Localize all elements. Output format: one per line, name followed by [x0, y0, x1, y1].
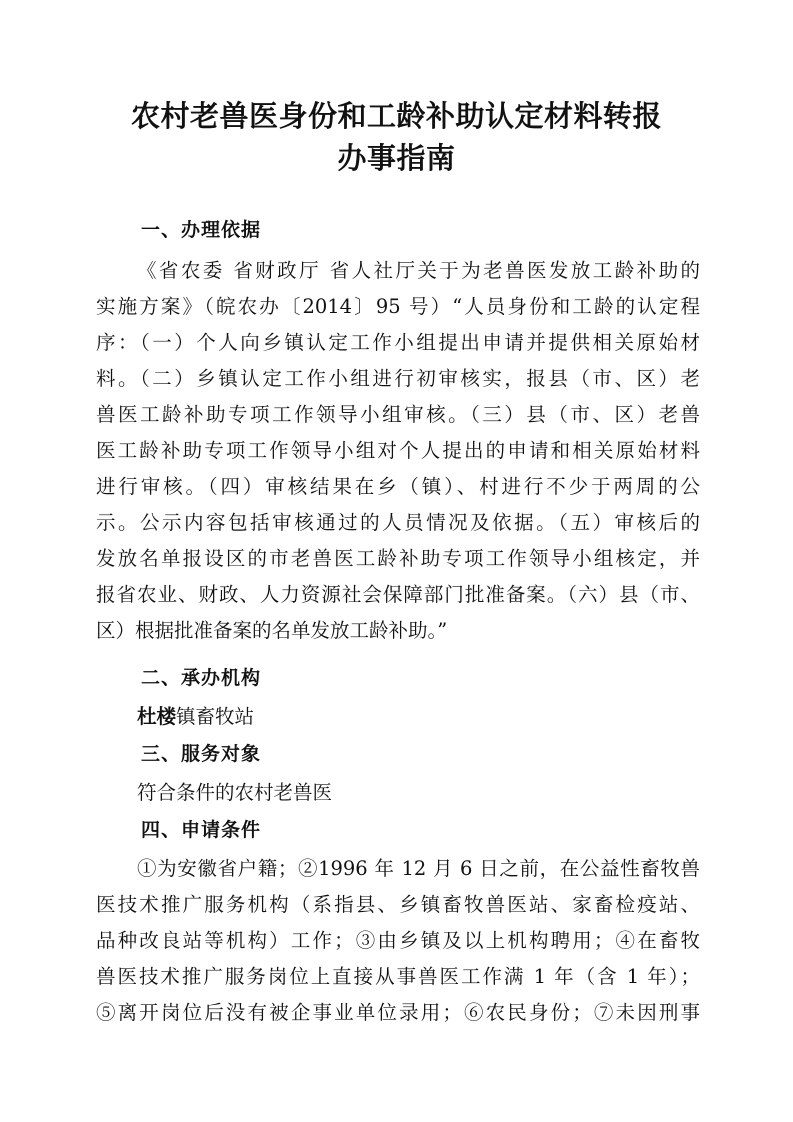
section-heading-conditions: 四、申请条件	[141, 819, 262, 841]
paragraph-line: 兽医工龄补助专项工作领导小组审核。（三）县（市、区）老兽	[96, 403, 700, 426]
paragraph-line: ⑤离开岗位后没有被企事业单位录用；⑥农民身份；⑦未因刑事	[96, 1001, 700, 1024]
paragraph-line: 料。（二）乡镇认定工作小组进行初审核实，报县（市、区）老	[96, 367, 700, 390]
paragraph-line: 进行审核。（四）审核结果在乡（镇）、村进行不少于两周的公	[96, 475, 700, 498]
paragraph-line: 发放名单报设区的市老兽医工龄补助专项工作领导小组核定，并	[96, 547, 700, 570]
section-heading-basis: 一、办理依据	[141, 219, 262, 241]
agency-name-suffix: 镇畜牧站	[176, 705, 255, 728]
paragraph-line: 区）根据批准备案的名单发放工龄补助。”	[96, 619, 448, 642]
paragraph-line: 《省农委 省财政厅 省人社厅关于为老兽医发放工龄补助的	[137, 259, 700, 282]
paragraph-line: 示。公示内容包括审核通过的人员情况及依据。（五）审核后的	[96, 511, 700, 534]
paragraph-line: ①为安徽省户籍；②1996 年 12 月 6 日之前，在公益性畜牧兽	[137, 857, 700, 880]
agency-line	[137, 704, 700, 730]
document-title-line-1: 农村老兽医身份和工龄补助认定材料转报	[130, 99, 662, 133]
target-line: 符合条件的农村老兽医	[137, 781, 333, 804]
agency-name-prefix: 杜楼	[137, 705, 177, 728]
paragraph-line: 序：（一）个人向乡镇认定工作小组提出申请并提供相关原始材	[96, 331, 700, 354]
paragraph-line: 兽医技术推广服务岗位上直接从事兽医工作满 1 年（含 1 年）；	[96, 965, 700, 988]
paragraph-line: 医工龄补助专项工作领导小组对个人提出的申请和相关原始材料	[96, 439, 700, 462]
paragraph-line: 报省农业、财政、人力资源社会保障部门批准备案。（六）县（市、	[96, 583, 700, 606]
section-heading-target: 三、服务对象	[141, 743, 262, 765]
paragraph-line: 实施方案》（皖农办〔2014〕95 号）“人员身份和工龄的认定程	[96, 295, 700, 318]
section-heading-agency: 二、承办机构	[141, 667, 262, 689]
paragraph-line: 品种改良站等机构）工作；③由乡镇及以上机构聘用；④在畜牧	[96, 929, 700, 952]
paragraph-line: 医技术推广服务机构（系指县、乡镇畜牧兽医站、家畜检疫站、	[96, 893, 700, 916]
document-title-line-2: 办事指南	[337, 141, 456, 175]
